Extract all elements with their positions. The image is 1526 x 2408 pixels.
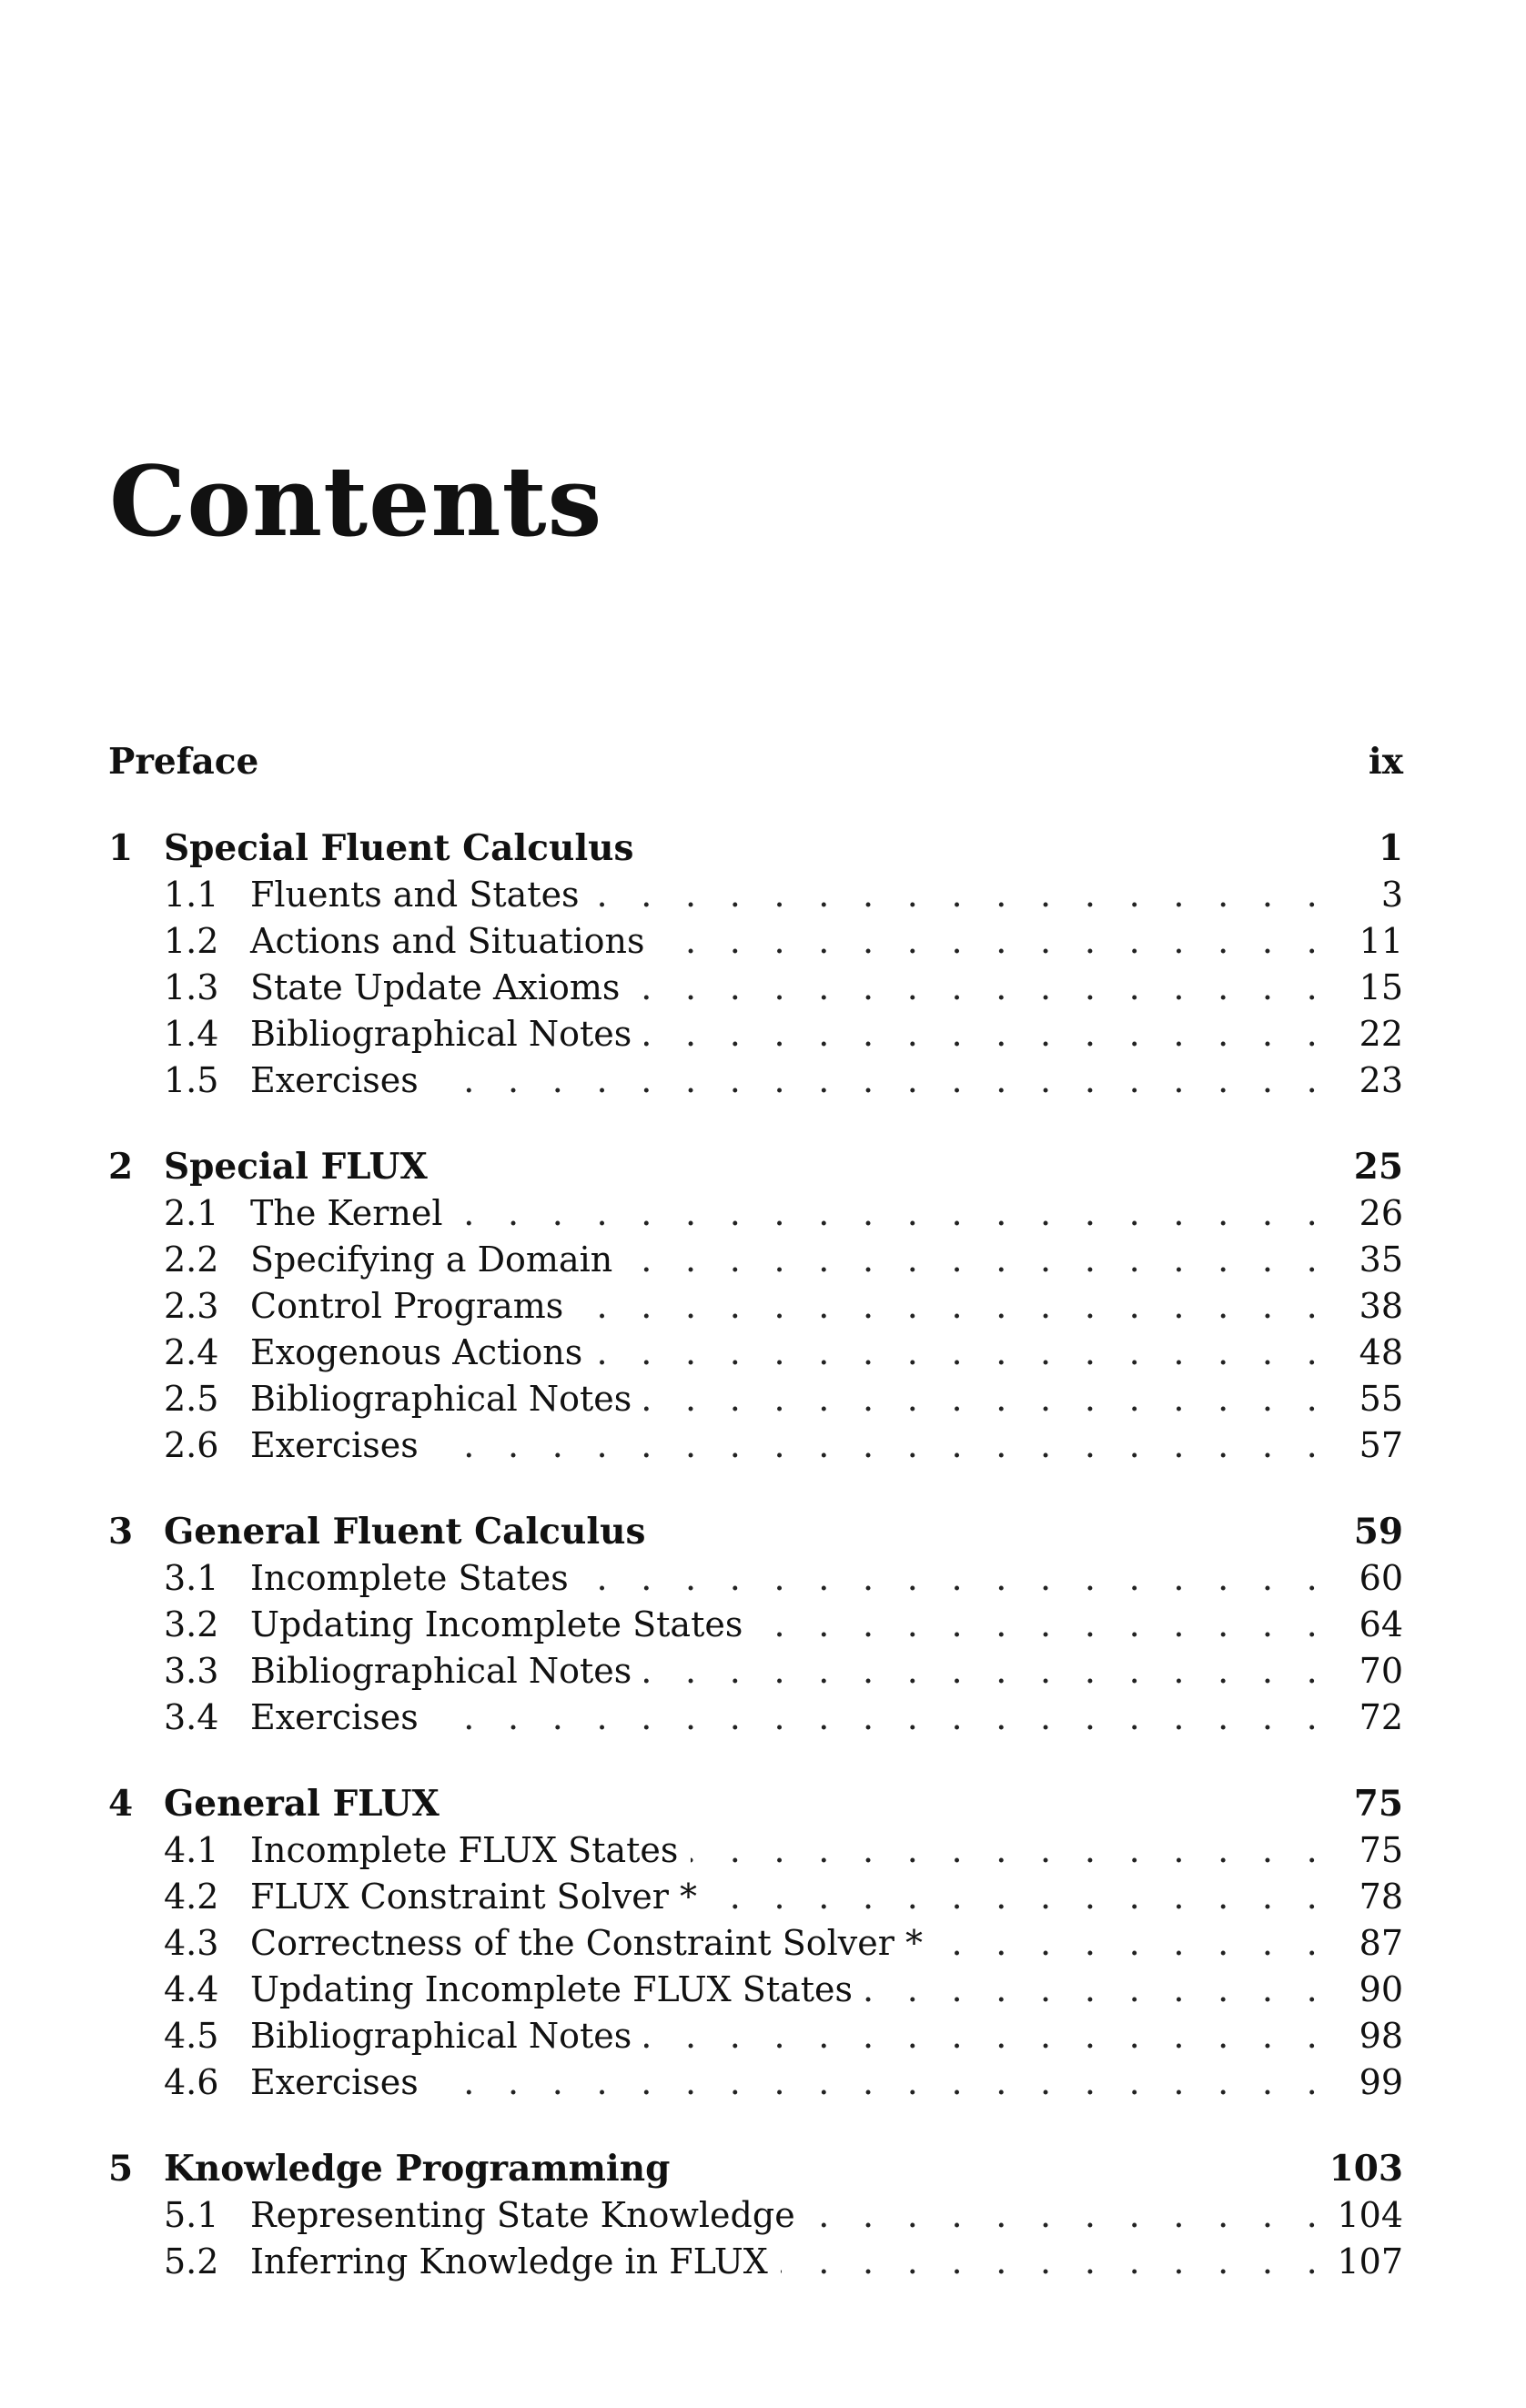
toc-dot-leader <box>632 965 1329 1011</box>
toc-section-3.1[interactable] <box>108 1555 1403 1602</box>
toc-section-number: 2.4 <box>164 1332 219 1372</box>
toc-section-3.3[interactable] <box>108 1648 1403 1695</box>
toc-chapter-block <box>108 1509 1403 1741</box>
toc-section-number: 3.3 <box>164 1651 219 1691</box>
toc-section-3.4[interactable] <box>108 1695 1403 1741</box>
toc-chapter-4[interactable] <box>108 1781 1403 1827</box>
toc-dot-leader <box>456 1190 1329 1237</box>
toc-chapter-number: 4 <box>108 1783 134 1825</box>
toc-section-number: 2.1 <box>164 1193 219 1233</box>
toc-chapter-1[interactable] <box>108 825 1403 872</box>
toc-section-number: 3.2 <box>164 1604 219 1644</box>
toc-section-title: Representing State Knowledge <box>250 2195 795 2235</box>
toc-chapter-number: 2 <box>108 1146 134 1188</box>
toc-chapter-block <box>108 1781 1403 2106</box>
toc-section-page: 98 <box>1359 2016 1403 2056</box>
toc-chapter-title: Special Fluent Calculus <box>164 827 634 869</box>
toc-section-page: 78 <box>1359 1877 1403 1917</box>
toc-chapter-number: 3 <box>108 1511 134 1553</box>
toc-section-number: 2.3 <box>164 1286 219 1326</box>
toc-chapter-block <box>108 1144 1403 1469</box>
toc-section-number: 4.2 <box>164 1877 219 1917</box>
toc-section-page: 104 <box>1337 2195 1403 2235</box>
toc-section-page: 15 <box>1359 967 1403 1007</box>
toc-chapter-number: 1 <box>108 827 134 869</box>
toc-section-page: 64 <box>1359 1604 1403 1644</box>
toc-section-title: Updating Incomplete States <box>250 1604 743 1644</box>
toc-dot-leader <box>431 2059 1329 2106</box>
toc-preface-page: ix <box>1368 741 1403 783</box>
toc-dot-leader <box>644 1011 1329 1057</box>
toc-section-number: 2.2 <box>164 1239 219 1280</box>
toc-section-title: Exercises <box>250 1060 419 1100</box>
toc-section-title: Incomplete FLUX States <box>250 1830 679 1870</box>
toc-section-number: 1.3 <box>164 967 219 1007</box>
toc-section-page: 23 <box>1359 1060 1403 1100</box>
toc-chapter-block <box>108 825 1403 1104</box>
toc-dot-leader <box>592 872 1329 918</box>
toc-section-title: State Update Axioms <box>250 967 621 1007</box>
toc-section-number: 2.6 <box>164 1425 219 1465</box>
toc-dot-leader <box>644 2013 1329 2059</box>
toc-section-2.4[interactable] <box>108 1330 1403 1376</box>
toc-section-number: 4.5 <box>164 2016 219 2056</box>
toc-section-number: 3.4 <box>164 1697 219 1737</box>
toc-section-number: 4.3 <box>164 1923 219 1963</box>
toc-section-1.1[interactable] <box>108 872 1403 918</box>
toc-chapter-number: 5 <box>108 2148 134 2190</box>
toc-section-1.3[interactable] <box>108 965 1403 1011</box>
toc-dot-leader <box>431 1057 1329 1104</box>
toc-dot-leader <box>691 1827 1329 1874</box>
toc-section-page: 11 <box>1359 921 1403 961</box>
toc-dot-leader <box>657 918 1329 965</box>
toc-section-4.5[interactable] <box>108 2013 1403 2059</box>
toc-section-title: The Kernel <box>250 1193 443 1233</box>
toc-chapter-block <box>108 2146 1403 2285</box>
toc-dot-leader <box>595 1330 1329 1376</box>
toc-dot-leader <box>431 1695 1329 1741</box>
toc-section-number: 4.6 <box>164 2062 219 2102</box>
toc-section-title: Exercises <box>250 2062 419 2102</box>
toc-dot-leader <box>431 1422 1329 1469</box>
toc-section-4.1[interactable] <box>108 1827 1403 1874</box>
toc-section-title: Exercises <box>250 1425 419 1465</box>
toc-section-page: 70 <box>1359 1651 1403 1691</box>
toc-section-page: 57 <box>1359 1425 1403 1465</box>
toc-section-page: 22 <box>1359 1014 1403 1054</box>
toc-section-2.2[interactable] <box>108 1237 1403 1283</box>
toc-section-number: 2.5 <box>164 1379 219 1419</box>
toc-section-page: 38 <box>1359 1286 1403 1326</box>
toc-section-title: Bibliographical Notes <box>250 1379 632 1419</box>
toc-section-4.2[interactable] <box>108 1874 1403 1920</box>
toc-section-5.1[interactable] <box>108 2192 1403 2239</box>
page-title: Contents <box>109 444 603 558</box>
toc-preface-title: Preface <box>108 741 259 783</box>
toc-section-title: Exogenous Actions <box>250 1332 583 1372</box>
toc-chapter-page: 25 <box>1353 1146 1403 1188</box>
toc-section-title: Control Programs <box>250 1286 564 1326</box>
toc-section-title: Updating Incomplete FLUX States <box>250 1969 854 2009</box>
toc-preface[interactable] <box>108 739 1403 785</box>
toc-section-number: 3.1 <box>164 1558 219 1598</box>
toc-section-page: 26 <box>1359 1193 1403 1233</box>
toc-section-2.6[interactable] <box>108 1422 1403 1469</box>
toc-section-4.4[interactable] <box>108 1967 1403 2013</box>
toc-section-number: 4.4 <box>164 1969 219 2009</box>
toc-dot-leader <box>781 2239 1329 2285</box>
toc-chapter-2[interactable] <box>108 1144 1403 1190</box>
toc-chapter-title: General Fluent Calculus <box>164 1511 646 1553</box>
toc-section-5.2[interactable] <box>108 2239 1403 2285</box>
toc-section-4.6[interactable] <box>108 2059 1403 2106</box>
toc-dot-leader <box>581 1555 1329 1602</box>
toc-section-title: Actions and Situations <box>250 921 645 961</box>
toc-section-4.3[interactable] <box>108 1920 1403 1967</box>
toc-dot-leader <box>644 1376 1329 1422</box>
toc-chapter-title: Knowledge Programming <box>164 2148 671 2190</box>
toc-section-number: 1.5 <box>164 1060 219 1100</box>
toc-section-2.3[interactable] <box>108 1283 1403 1330</box>
toc-section-title: Bibliographical Notes <box>250 1014 632 1054</box>
toc-chapter-title: Special FLUX <box>164 1146 428 1188</box>
toc-section-page: 90 <box>1359 1969 1403 2009</box>
toc-section-title: Incomplete States <box>250 1558 569 1598</box>
toc-dot-leader <box>935 1920 1329 1967</box>
toc-chapter-page: 103 <box>1329 2148 1403 2190</box>
toc-section-title: FLUX Constraint Solver * <box>250 1877 697 1917</box>
toc-section-number: 1.2 <box>164 921 219 961</box>
toc-section-title: Correctness of the Constraint Solver * <box>250 1923 923 1963</box>
toc-chapter-page: 59 <box>1353 1511 1403 1553</box>
toc-section-page: 107 <box>1337 2241 1403 2282</box>
toc-chapter-3[interactable] <box>108 1509 1403 1555</box>
toc-section-page: 99 <box>1359 2062 1403 2102</box>
toc-section-number: 5.2 <box>164 2241 219 2282</box>
toc-dot-leader <box>808 2192 1329 2239</box>
toc-chapter-5[interactable] <box>108 2146 1403 2192</box>
toc-section-title: Inferring Knowledge in FLUX <box>250 2241 768 2282</box>
toc-section-page: 3 <box>1380 875 1403 915</box>
toc-section-number: 1.1 <box>164 875 219 915</box>
toc-section-3.2[interactable] <box>108 1602 1403 1648</box>
toc-section-title: Exercises <box>250 1697 419 1737</box>
toc-section-title: Specifying a Domain <box>250 1239 613 1280</box>
toc-dot-leader <box>644 1648 1329 1695</box>
toc-section-number: 4.1 <box>164 1830 219 1870</box>
table-of-contents <box>108 739 1403 2285</box>
toc-section-2.5[interactable] <box>108 1376 1403 1422</box>
toc-section-page: 72 <box>1359 1697 1403 1737</box>
toc-dot-leader <box>865 1967 1329 2013</box>
toc-dot-leader <box>625 1237 1329 1283</box>
toc-section-page: 60 <box>1359 1558 1403 1598</box>
toc-section-number: 1.4 <box>164 1014 219 1054</box>
toc-section-title: Fluents and States <box>250 875 580 915</box>
toc-dot-leader <box>755 1602 1329 1648</box>
toc-section-2.1[interactable] <box>108 1190 1403 1237</box>
toc-section-1.5[interactable] <box>108 1057 1403 1104</box>
toc-section-number: 5.1 <box>164 2195 219 2235</box>
toc-dot-leader <box>710 1874 1329 1920</box>
toc-section-page: 48 <box>1359 1332 1403 1372</box>
toc-chapter-page: 75 <box>1353 1783 1403 1825</box>
toc-section-page: 87 <box>1359 1923 1403 1963</box>
toc-chapter-page: 1 <box>1378 827 1403 869</box>
toc-section-title: Bibliographical Notes <box>250 1651 632 1691</box>
toc-section-page: 55 <box>1359 1379 1403 1419</box>
toc-section-1.4[interactable] <box>108 1011 1403 1057</box>
toc-dot-leader <box>576 1283 1329 1330</box>
toc-section-1.2[interactable] <box>108 918 1403 965</box>
toc-section-page: 35 <box>1359 1239 1403 1280</box>
toc-chapter-title: General FLUX <box>164 1783 440 1825</box>
toc-section-title: Bibliographical Notes <box>250 2016 632 2056</box>
toc-section-page: 75 <box>1359 1830 1403 1870</box>
